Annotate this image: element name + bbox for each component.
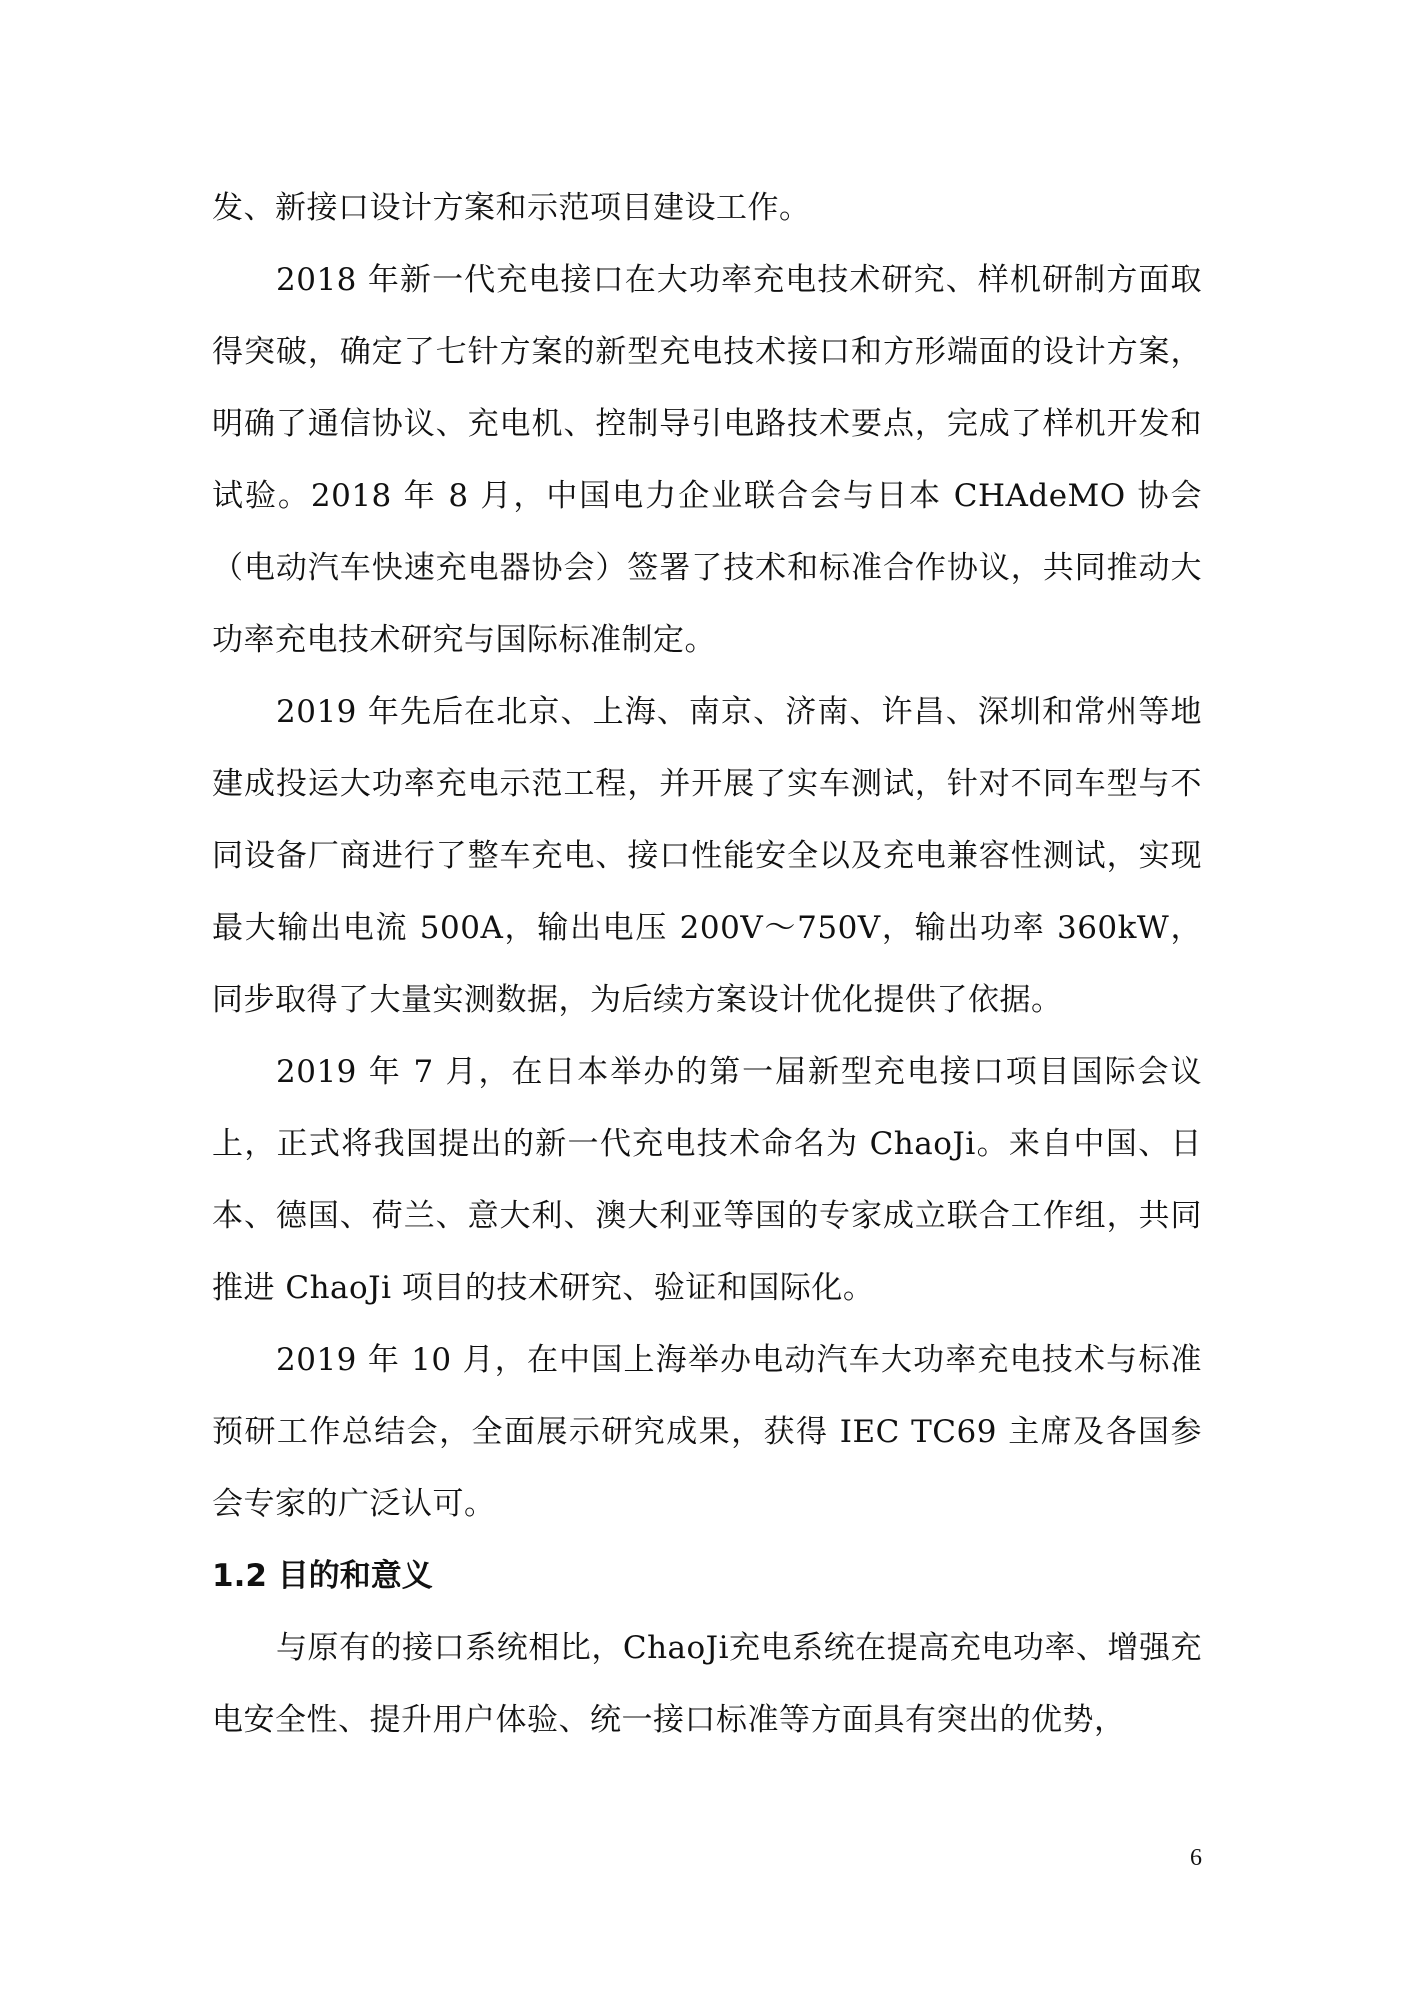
paragraph-2018-progress: 2018 年新一代充电接口在大功率充电技术研究、样机研制方面取得突破，确定了七针方案的新型充电技术接口和方形端面的设计方案，明确了通信协议、充电机、控制导引电路技术要点，完成了样机开发和试验。2018 年 8 月，中国电力企业联合会与日本 CHAdeMO 协会（电动汽车快速充电器协会）签署了技术和标准合作协议，共同推动大功率充电技术研究与国际标准制定。 xyxy=(212,262,1202,658)
section-heading: 1.2 目的和意义 xyxy=(212,1558,433,1594)
paragraph-purpose: 与原有的接口系统相比，ChaoJi充电系统在提高充电功率、增强充电安全性、提升用户体验、统一接口标准等方面具有突出的优势， xyxy=(212,1630,1202,1738)
page-number: 6 xyxy=(1190,1845,1202,1871)
paragraph-2019-october-meeting: 2019 年 10 月，在中国上海举办电动汽车大功率充电技术与标准预研工作总结会，全面展示研究成果，获得 IEC TC69 主席及各国参会专家的广泛认可。 xyxy=(212,1342,1202,1522)
paragraph-2019-demo-projects: 2019 年先后在北京、上海、南京、济南、许昌、深圳和常州等地建成投运大功率充电示范工程，并开展了实车测试，针对不同车型与不同设备厂商进行了整车充电、接口性能安全以及充电兼容性测试，实现最大输出电流 500A，输出电压 200V～750V，输出功率 360kW，同步取得了大量实测数据，为后续方案设计优化提供了依据。 xyxy=(212,694,1202,1018)
paragraph-continuation: 发、新接口设计方案和示范项目建设工作。 xyxy=(212,190,811,226)
paragraph-2019-july-meeting: 2019 年 7 月，在日本举办的第一届新型充电接口项目国际会议上，正式将我国提出的新一代充电技术命名为 ChaoJi。来自中国、日本、德国、荷兰、意大利、澳大利亚等国的专家成立联合工作组，共同推进 ChaoJi 项目的技术研究、验证和国际化。 xyxy=(212,1054,1202,1306)
document-body xyxy=(212,172,1202,1756)
